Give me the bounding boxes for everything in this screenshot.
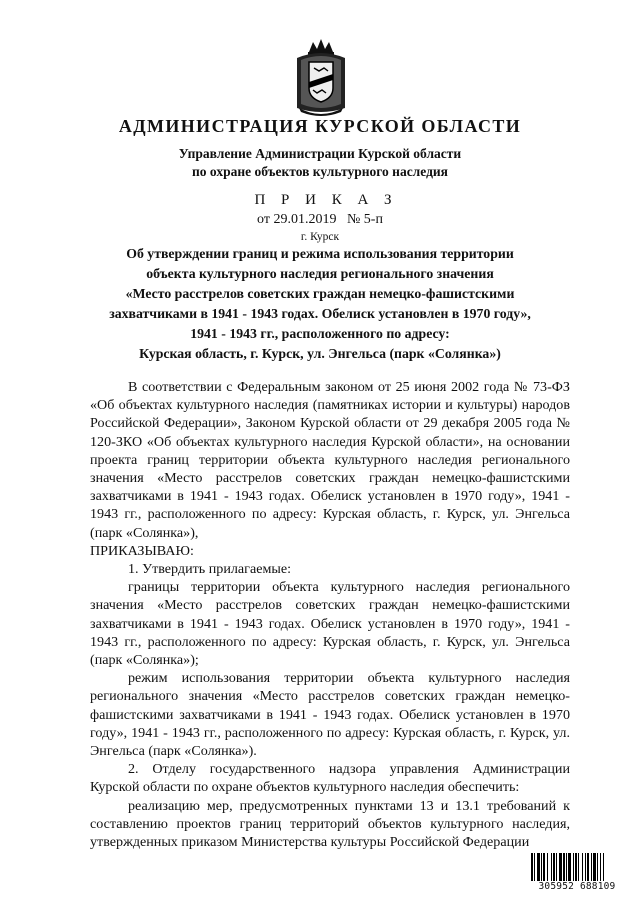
order-keyword: ПРИКАЗЫВАЮ: <box>90 542 194 559</box>
clause-2-measures-paragraph: реализацию мер, предусмотренных пунктами 13 и 13.1 требований к составлению проектов границ территорий объектов культурного наследия, утвержденных приказом Министерства культуры Российской Федерации <box>90 797 570 851</box>
barcode <box>530 853 624 893</box>
barcode-number: 305952 688109 <box>538 881 616 892</box>
administration-heading: АДМИНИСТРАЦИЯ КУРСКОЙ ОБЛАСТИ <box>118 116 522 136</box>
order-title-line: Курская область, г. Курск, ул. Энгельса (парк «Солянка») <box>139 346 501 361</box>
order-title-line: объекта культурного наследия регионального значения <box>146 266 494 281</box>
department-line-1: Управление Администрации Курской области <box>178 146 462 161</box>
document-type: П Р И К А З <box>254 192 398 208</box>
barcode-bars-icon <box>530 853 624 881</box>
order-title-line: «Место расстрелов советских граждан немецко-фашистскими <box>125 286 515 301</box>
clause-2-paragraph: 2. Отделу государственного надзора управления Администрации Курской области по охране объектов культурного наследия обеспечить: <box>90 761 570 796</box>
clause-1-regime-paragraph: режим использования территории объекта культурного наследия регионального значения «Место расстрелов советских граждан немецко-фашистскими захватчиками в 1941 - 1943 годах. Обелиск установлен в 1970 году», 1941 - 1943 гг., расположенного по адресу: Курская область, г. Курск, ул. Энгельса (парк «Солянка»). <box>90 670 570 760</box>
preamble-paragraph: В соответствии с Федеральным законом от 25 июня 2002 года № 73-ФЗ «Об объектах культурного наследия (памятниках истории и культуры) народов Российской Федерации», Законом Курской области от 29 декабря 2005 года № 120-ЗКО «Об объектах культурного наследия Курской области», на основании проекта границ территории объекта культурного наследия регионального значения «Место расстрелов советских граждан немецко-фашистскими захватчиками в 1941 - 1943 годах. Обелиск установлен в 1970 году», 1941 - 1943 гг., расположенного по адресу: Курская область, г. Курск, ул. Энгельса (парк «Солянка»), <box>90 379 570 541</box>
order-title-line: захватчиками в 1941 - 1943 годах. Обелиск установлен в 1970 году», <box>109 306 531 321</box>
order-title-line: 1941 - 1943 гг., расположенного по адресу: <box>190 326 450 341</box>
order-date-number: от 29.01.2019 № 5-п <box>257 212 383 227</box>
order-body <box>90 378 570 851</box>
coat-of-arms-icon <box>295 38 347 116</box>
city-name: г. Курск <box>300 231 340 243</box>
clause-1-paragraph: 1. Утвердить прилагаемые: <box>128 561 292 578</box>
clause-1-boundaries-paragraph: границы территории объекта культурного наследия регионального значения «Место расстрелов советских граждан немецко-фашистскими захватчиками в 1941 - 1943 годах. Обелиск установлен в 1970 году», 1941 - 1943 гг., расположенного по адресу: Курская область, г. Курск, ул. Энгельса (парк «Солянка»); <box>90 579 570 669</box>
department-line-2: по охране объектов культурного наследия <box>192 164 448 179</box>
order-title-line: Об утверждении границ и режима использования территории <box>126 246 514 261</box>
